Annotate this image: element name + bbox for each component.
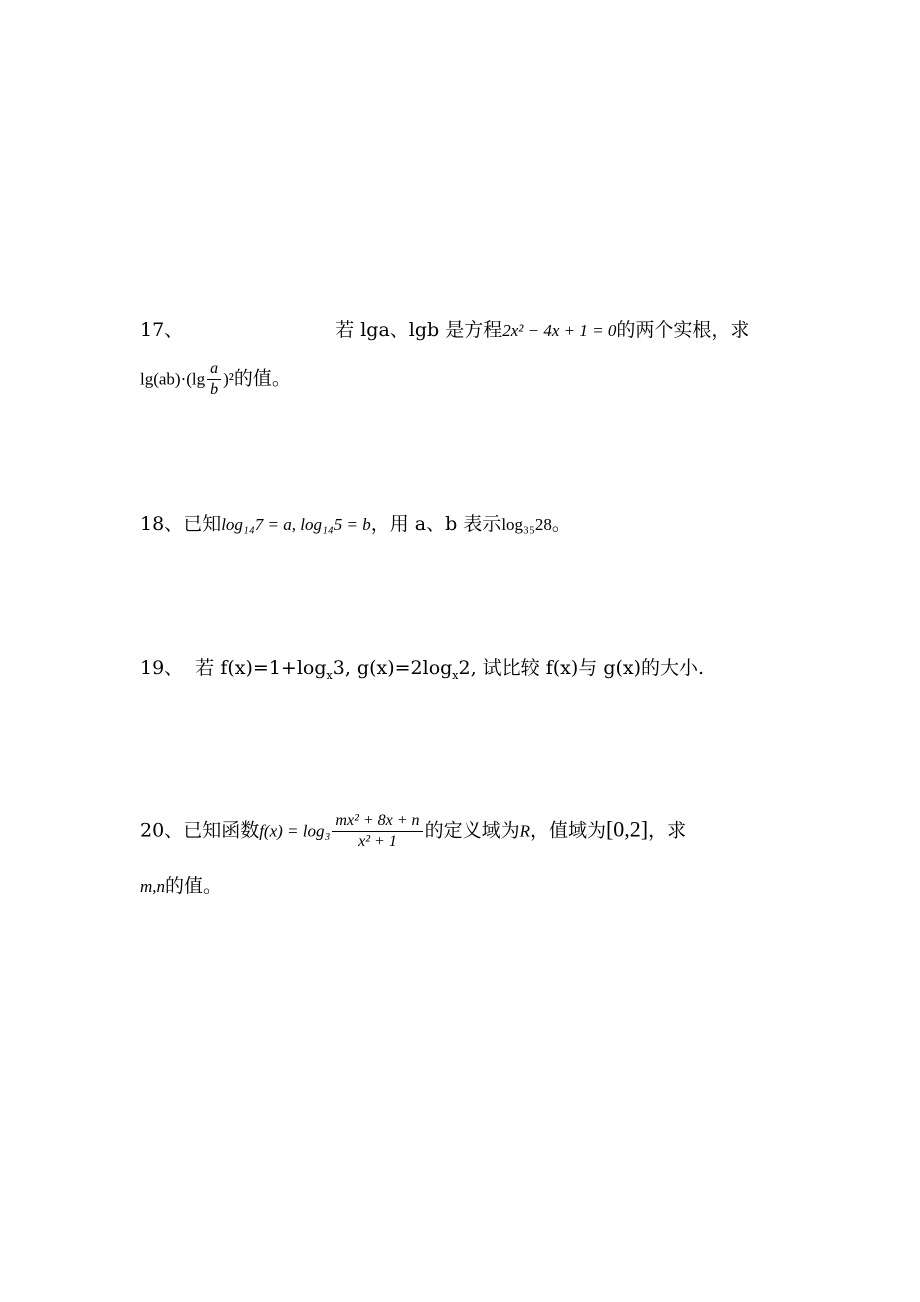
problem-18-lead: 已知 (183, 513, 222, 535)
problem-20-line2-text: 的值。 (165, 875, 223, 897)
problem-18-number: 18、 (140, 513, 184, 535)
problem-17-frac-den: b (210, 381, 219, 398)
problem-17-lead: 若 lga、lgb 是方程 (335, 319, 503, 341)
problem-17-tail: 的两个实根，求 (616, 319, 750, 341)
problem-18-given: log₁₄7 = a, log₁₄5 = b (221, 515, 371, 534)
problem-20-func: f(x) = log₃ (259, 821, 331, 841)
problem-17-expr-pre: lg(ab)·(lg (140, 369, 206, 389)
problem-17-line-2 (140, 360, 291, 399)
problem-18-end: 。 (551, 513, 571, 535)
problem-20-frac-den: x² + 1 (358, 833, 397, 850)
problem-17-expr-post: )² (223, 369, 234, 389)
problem-20-frac-num: mx² + 8x + n (332, 812, 422, 832)
problem-17-frac-num: a (207, 360, 221, 380)
problem-20-mid-2: ，值域为 (529, 819, 606, 842)
problem-17-line-1 (140, 318, 749, 343)
problem-17-equation: 2x² − 4x + 1 = 0 (502, 321, 617, 340)
problem-20-tail: ，求 (648, 819, 687, 842)
problem-20-mid: 的定义域为 (424, 819, 520, 842)
problem-17-fraction (207, 360, 221, 399)
problem-20-number: 20、 (140, 819, 184, 842)
problem-18-mid: ，用 a、b 表示 (370, 513, 502, 535)
problem-20-lead: 已知函数 (183, 819, 260, 842)
problem-19-sub-1: x (326, 668, 333, 682)
problem-20-vars: m,n (140, 877, 166, 896)
problem-19-text: 若 f(x)=1+log (195, 657, 327, 679)
problem-19 (140, 656, 704, 680)
problem-19-sub-2: x (452, 668, 459, 682)
problem-19-number: 19、 (140, 657, 184, 679)
problem-20-line-1 (140, 812, 686, 851)
problem-17-number: 17、 (140, 319, 184, 341)
problem-20-domain: R (519, 821, 530, 841)
problem-19-text-2: 3, g(x)=2log (332, 657, 453, 679)
problem-18 (140, 512, 571, 537)
problem-19-text-3: 2, 试比较 f(x)与 g(x)的大小. (458, 657, 705, 679)
problem-20-fraction (332, 812, 422, 851)
problem-20-line-2 (140, 874, 222, 899)
problem-20-range: [0,2] (605, 816, 649, 842)
problem-17-line2-text: 的值。 (233, 367, 291, 390)
problem-18-target: log₃₅28 (501, 515, 552, 534)
